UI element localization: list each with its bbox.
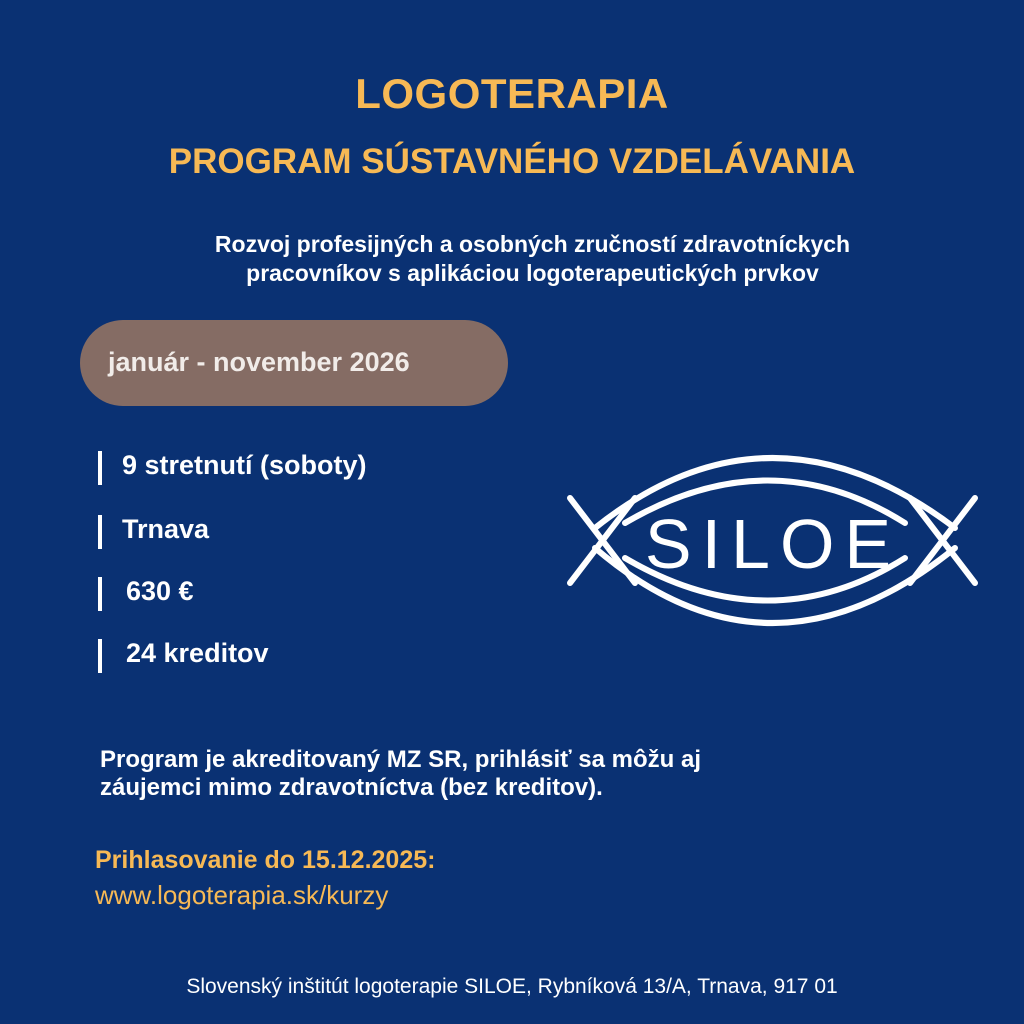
fact-bar <box>98 451 102 485</box>
logo-text: SILOE <box>644 505 902 583</box>
fact-bar <box>98 577 102 611</box>
fact-text: 24 kreditov <box>126 638 269 668</box>
fact-text: Trnava <box>122 514 210 544</box>
registration-url-link[interactable]: www.logoterapia.sk/kurzy <box>95 880 389 910</box>
tagline <box>60 230 1005 288</box>
fact-text: 9 stretnutí (soboty) <box>122 450 367 480</box>
notice-line-1: Program je akreditovaný MZ SR, prihlásiť sa môžu aj <box>100 746 702 773</box>
tagline-line-1: Rozvoj profesijných a osobných zručností zdravotníckych <box>214 231 851 257</box>
fact-bar <box>98 639 102 673</box>
siloe-fish-logo-icon <box>565 418 985 648</box>
tagline-line-2: pracovníkov s aplikáciou logoterapeutických prvkov <box>246 260 819 286</box>
accreditation-notice <box>100 746 900 802</box>
siloe-logo <box>565 418 985 653</box>
date-badge <box>80 320 508 406</box>
page-title: LOGOTERAPIA <box>355 70 669 117</box>
fact-text: 630 € <box>126 576 194 606</box>
page-subtitle: PROGRAM SÚSTAVNÉHO VZDELÁVANIA <box>168 142 856 181</box>
footer-address: Slovenský inštitút logoterapie SILOE, Rybníková 13/A, Trnava, 917 01 <box>186 975 838 998</box>
registration-deadline: Prihlasovanie do 15.12.2025: <box>95 846 436 874</box>
notice-line-2: záujemci mimo zdravotníctva (bez kreditov). <box>100 774 603 801</box>
date-range: január - november 2026 <box>108 347 410 377</box>
fact-bar <box>98 515 102 549</box>
